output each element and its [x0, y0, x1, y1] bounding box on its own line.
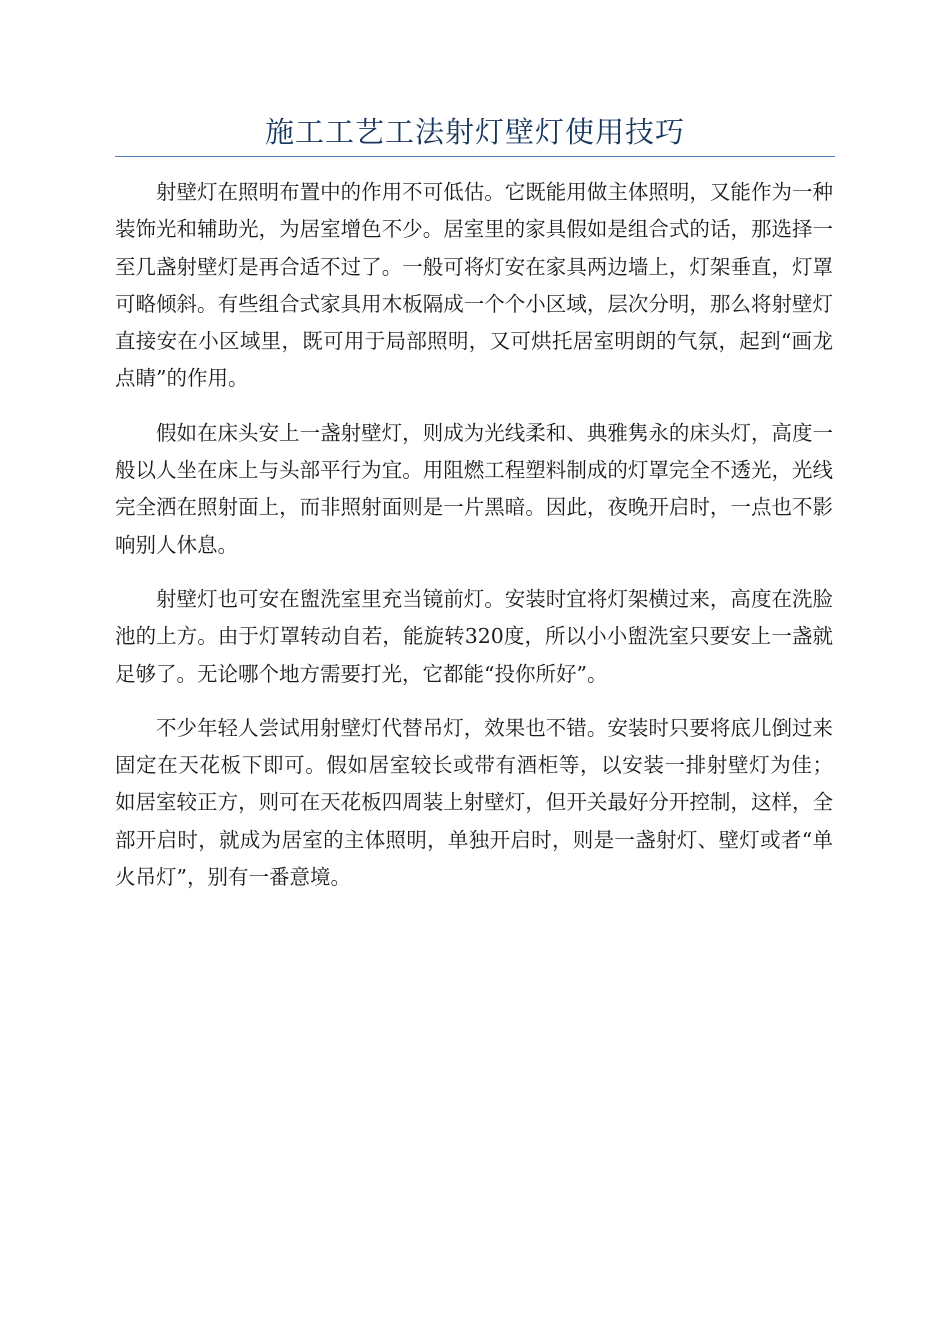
document-body [115, 174, 833, 913]
paragraph-2: 假如在床头安上一盏射壁灯，则成为光线柔和、典雅隽永的床头灯，高度一般以人坐在床上与头部平行为宜。用阻燃工程塑料制成的灯罩完全不透光，光线完全洒在照射面上，而非照射面则是一片黑暗。因此，夜晚开启时，一点也不影响别人休息。 [115, 420, 833, 557]
page-title: 施工工艺工法射灯壁灯使用技巧 [264, 115, 685, 149]
paragraph-4: 不少年轻人尝试用射壁灯代替吊灯，效果也不错。安装时只要将底儿倒过来固定在天花板下即可。假如居室较长或带有酒柜等，以安装一排射壁灯为佳； 如居室较正方，则可在天花板四周装上射壁灯，但开关最好分开控制，这样，全部开启时，就成为居室的主体照明，单独开启时，则是一盏射灯、壁灯或者“单火吊灯”，别有一番意境。 [115, 715, 833, 890]
paragraph-1: 射壁灯在照明布置中的作用不可低估。它既能用做主体照明，又能作为一种装饰光和辅助光，为居室增色不少。居室里的家具假如是组合式的话，那选择一至几盏射壁灯是再合适不过了。一般可将灯安在家具两边墙上，灯架垂直，灯罩可略倾斜。有些组合式家具用木板隔成一个个小区域，层次分明，那么将射壁灯直接安在小区域里，既可用于局部照明，又可烘托居室明朗的气氛，起到“画龙点睛”的作用。 [115, 180, 833, 391]
title-block [115, 112, 835, 157]
paragraph-3: 射壁灯也可安在盥洗室里充当镜前灯。安装时宜将灯架横过来，高度在洗脸池的上方。由于灯罩转动自若，能旋转320度，所以小小盥洗室只要安上一盏就足够了。无论哪个地方需要打光，它都能“投你所好”。 [115, 586, 833, 686]
